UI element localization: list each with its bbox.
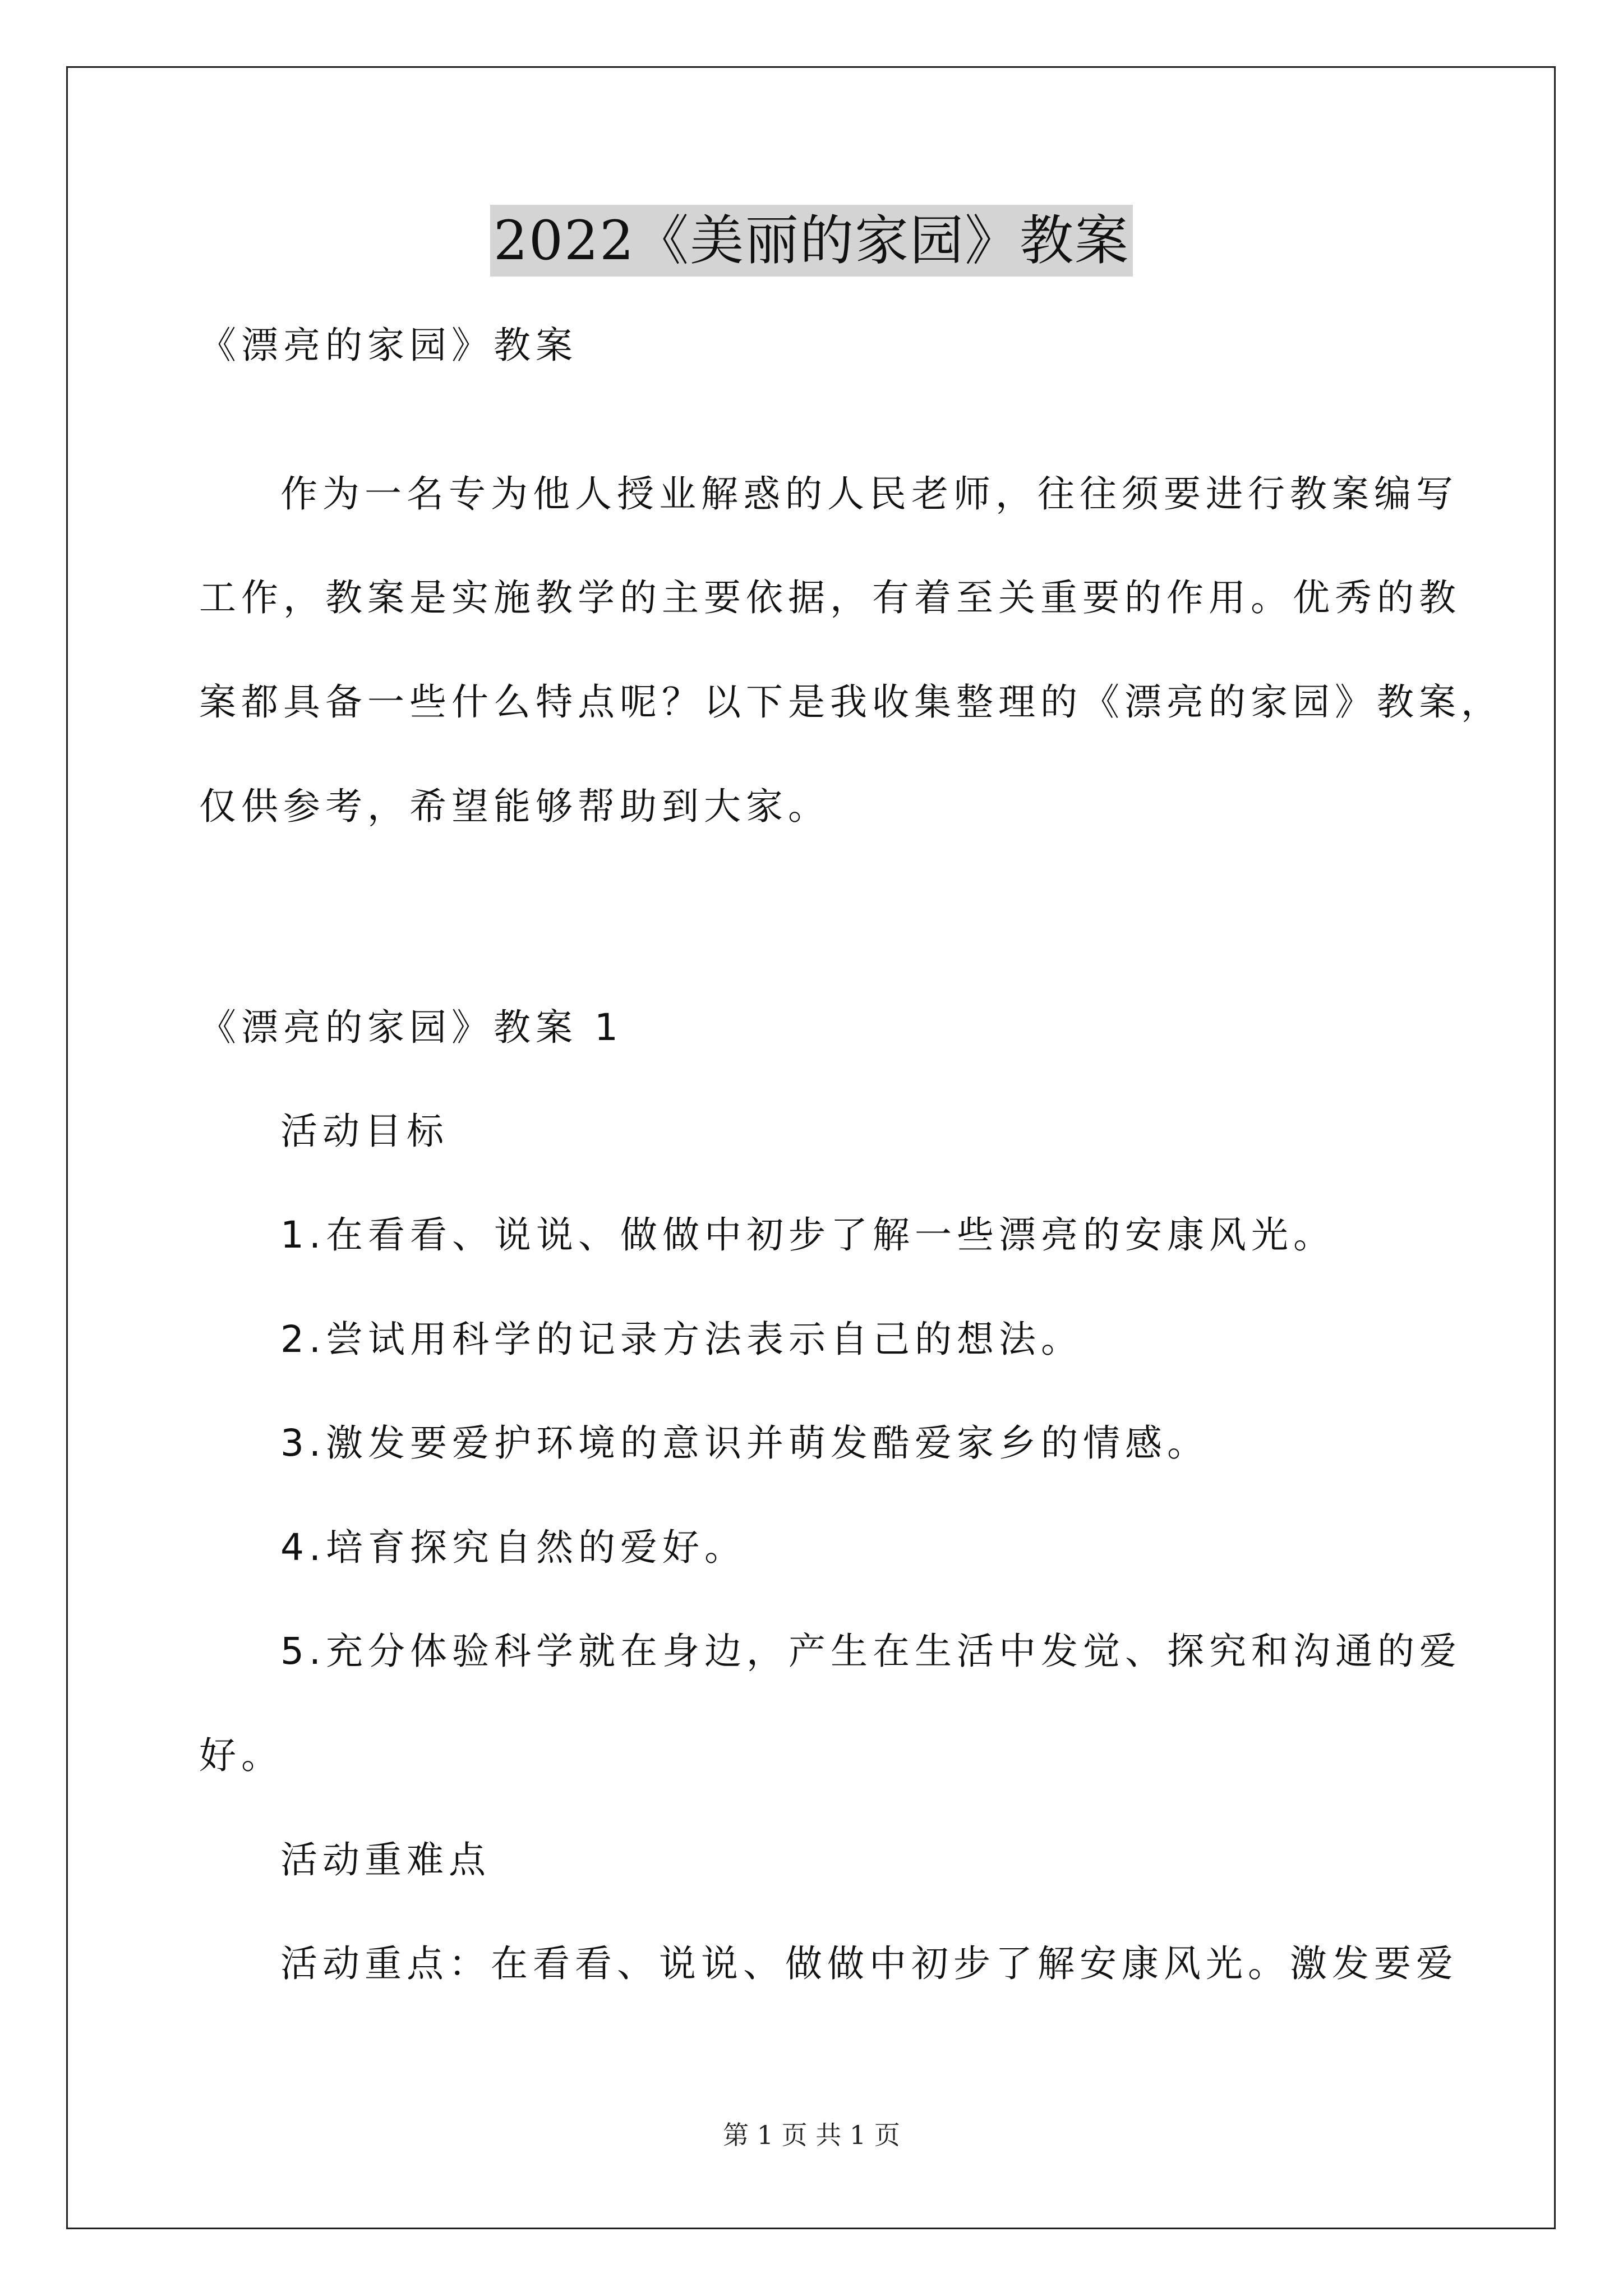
intro-line: 仅供参考，希望能够帮助到大家。 — [199, 785, 830, 828]
goal-item: 2.尝试用科学的记录方法表示自己的想法。 — [280, 1318, 1083, 1361]
intro-line: 作为一名专为他人授业解惑的人民老师，往往须要进行教案编写 — [280, 472, 1458, 516]
document-title: 2022《美丽的家园》教案 — [490, 205, 1133, 277]
intro-line: 案都具备一些什么特点呢？以下是我收集整理的《漂亮的家园》教案， — [199, 680, 1503, 724]
page-footer: 第 1 页 共 1 页 — [723, 2120, 900, 2150]
goal-item: 5.充分体验科学就在身边，产生在生活中发觉、探究和沟通的爱 — [280, 1630, 1461, 1673]
document-subtitle: 《漂亮的家园》教案 — [199, 324, 578, 367]
goal-item: 4.培育探究自然的爱好。 — [280, 1526, 746, 1569]
goals-heading: 活动目标 — [280, 1110, 449, 1153]
keypoints-heading: 活动重难点 — [280, 1838, 491, 1881]
title-container — [0, 205, 1623, 277]
goal-item: 1.在看看、说说、做做中初步了解一些漂亮的安康风光。 — [280, 1213, 1335, 1257]
goal-item-continuation: 好。 — [199, 1734, 283, 1777]
goal-item: 3.激发要爱护环境的意识并萌发酷爱家乡的情感。 — [280, 1421, 1209, 1465]
intro-line: 工作，教案是实施教学的主要依据，有着至关重要的作用。优秀的教 — [199, 576, 1461, 619]
keypoint-line: 活动重点：在看看、说说、做做中初步了解安康风光。激发要爱 — [280, 1942, 1458, 1985]
section-title: 《漂亮的家园》教案 1 — [199, 1006, 623, 1049]
